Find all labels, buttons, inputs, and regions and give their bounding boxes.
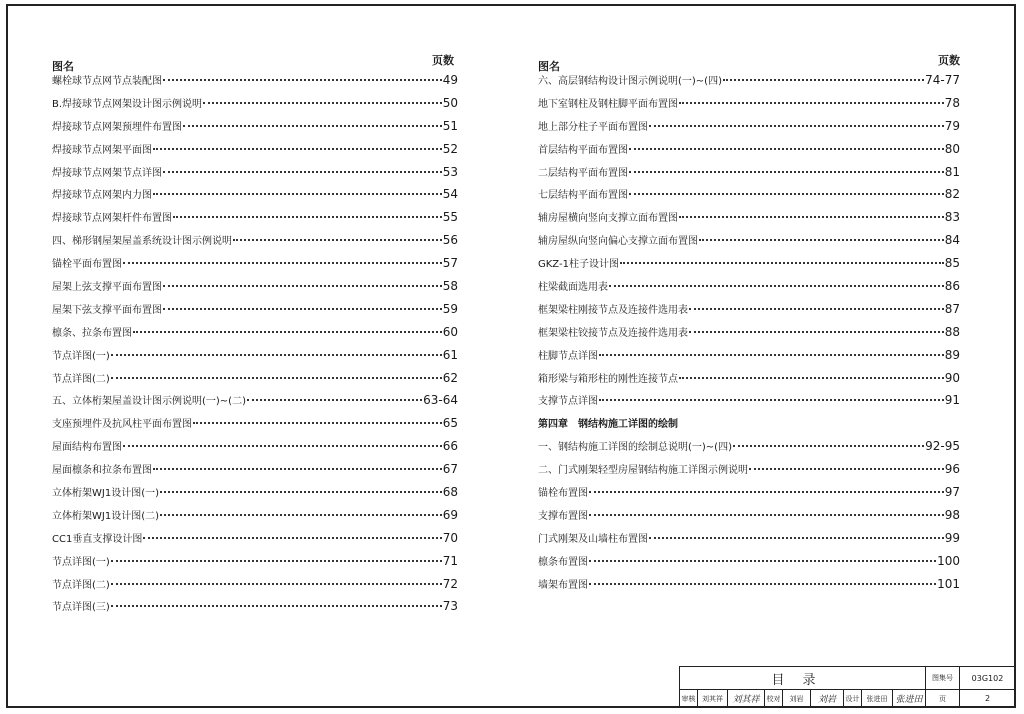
dot-leader <box>749 468 944 470</box>
toc-entry <box>52 324 458 347</box>
toc-entry-page: 97 <box>944 485 960 500</box>
toc-entry-title: 焊接球节点网架预埋件布置图 <box>52 121 182 133</box>
toc-entry-title: 支撑节点详图 <box>538 396 598 408</box>
toc-left-header <box>52 50 458 72</box>
toc-entry-title: 七层结构平面布置图 <box>538 190 628 202</box>
dot-leader <box>679 216 944 218</box>
toc-entry <box>52 415 458 438</box>
toc-entry-page: 51 <box>442 118 458 133</box>
dot-leader <box>163 308 442 310</box>
toc-entry-title: 支座预埋件及抗风柱平面布置图 <box>52 419 192 431</box>
toc-entry <box>538 507 960 530</box>
dot-leader <box>620 262 944 264</box>
toc-entry <box>538 461 960 484</box>
toc-entry-page: 100 <box>937 553 960 568</box>
toc-entry-page: 78 <box>944 95 960 110</box>
toc-entry-title: 首层结构平面布置图 <box>538 144 628 156</box>
toc-entry-page: 70 <box>442 530 458 545</box>
toc-entry <box>52 301 458 324</box>
toc-entry-title: 六、高层钢结构设计图示例说明(一)~(四) <box>538 76 722 87</box>
toc-entry-title: 门式刚架及山墙柱布置图 <box>538 533 648 545</box>
dot-leader <box>733 445 924 447</box>
dot-leader <box>589 583 936 585</box>
toc-entry-title: 檩条、拉条布置图 <box>52 327 132 339</box>
proof-signature: 刘岩 <box>810 689 844 708</box>
toc-entry <box>538 530 960 553</box>
toc-entry <box>538 553 960 576</box>
toc-entry-page: 91 <box>944 393 960 408</box>
toc-entry-page: 69 <box>442 507 458 522</box>
toc-entry-title: 节点详图(一) <box>52 350 110 362</box>
toc-entry-title: 屋面结构布置图 <box>52 442 122 454</box>
toc-entry-page: 85 <box>944 256 960 271</box>
toc-entry <box>52 461 458 484</box>
toc-entry <box>52 141 458 164</box>
toc-entry <box>52 392 458 415</box>
toc-entry-title: 墙架布置图 <box>538 579 588 591</box>
design-signature: 张进田 <box>892 689 926 708</box>
toc-entry-page: 59 <box>442 301 458 316</box>
toc-entry <box>52 370 458 393</box>
toc-entry <box>52 232 458 255</box>
toc-entry <box>52 278 458 301</box>
dot-leader <box>143 537 441 539</box>
toc-entry-title: 节点详图(一) <box>52 556 110 568</box>
toc-entry-page: 62 <box>442 370 458 385</box>
toc-right-column <box>538 50 960 598</box>
toc-entry-title: 屋架下弦支撑平面布置图 <box>52 304 162 316</box>
toc-entry-title: 框架梁柱刚接节点及连接件选用表 <box>538 304 688 316</box>
toc-entry <box>52 209 458 232</box>
dot-leader <box>629 148 944 150</box>
toc-entry-page: 60 <box>442 324 458 339</box>
dot-leader <box>247 399 422 401</box>
toc-entry-page: 53 <box>442 164 458 179</box>
toc-entry-title: GKZ-1柱子设计图 <box>538 259 619 271</box>
dot-leader <box>203 102 442 104</box>
dot-leader <box>689 308 944 310</box>
check-signature: 刘其祥 <box>727 689 765 708</box>
toc-entry-page: 92-95 <box>925 439 960 454</box>
toc-entry <box>538 301 960 324</box>
toc-entry <box>538 209 960 232</box>
title-block-title: 目录 <box>679 666 926 690</box>
toc-entry <box>538 141 960 164</box>
toc-entry-title: 二、门式刚架轻型房屋钢结构施工详图示例说明 <box>538 465 748 477</box>
toc-entry <box>538 232 960 255</box>
toc-entry-page: 87 <box>944 301 960 316</box>
dot-leader <box>193 422 442 424</box>
toc-entry-page: 98 <box>944 507 960 522</box>
dot-leader <box>649 125 944 127</box>
toc-entry-title: 檩条布置图 <box>538 556 588 568</box>
toc-entry <box>52 72 458 95</box>
dot-leader <box>173 216 442 218</box>
toc-entry-page: 96 <box>944 462 960 477</box>
toc-entry-page: 58 <box>442 279 458 294</box>
toc-entry <box>538 347 960 370</box>
dot-leader <box>599 399 944 401</box>
dot-leader <box>160 491 442 493</box>
toc-entry-title: CC1垂直支撑设计图 <box>52 533 143 545</box>
toc-entry-page: 57 <box>442 256 458 271</box>
toc-entry <box>52 507 458 530</box>
toc-entry-page: 83 <box>944 210 960 225</box>
toc-entry-page: 72 <box>442 576 458 591</box>
toc-entry-title: 辅房屋纵向竖向偏心支撑立面布置图 <box>538 236 698 248</box>
dot-leader <box>723 79 924 81</box>
toc-entry <box>538 95 960 118</box>
dot-leader <box>629 171 944 173</box>
toc-entry-page: 82 <box>944 187 960 202</box>
dot-leader <box>163 171 442 173</box>
toc-entry <box>52 598 458 621</box>
toc-entry-title: 地下室钢柱及钢柱脚平面布置图 <box>538 98 678 110</box>
toc-entry <box>52 553 458 576</box>
dot-leader <box>589 491 944 493</box>
toc-entry <box>538 484 960 507</box>
toc-entry-page: 63-64 <box>423 393 458 408</box>
toc-entry-title: 一、钢结构施工详图的绘制总说明(一)~(四) <box>538 442 732 454</box>
dot-leader <box>609 285 944 287</box>
toc-entry-page: 55 <box>442 210 458 225</box>
toc-entry-page: 68 <box>442 485 458 500</box>
dot-leader <box>111 560 442 562</box>
toc-entry <box>538 438 960 461</box>
dot-leader <box>111 583 442 585</box>
toc-entry <box>538 415 960 438</box>
toc-entry-page: 50 <box>442 95 458 110</box>
toc-entry <box>538 370 960 393</box>
toc-entry-title: 第四章 钢结构施工详图的绘制 <box>538 419 678 431</box>
atlas-number: 03G102 <box>959 666 1016 690</box>
toc-entry <box>52 186 458 209</box>
design-name: 张进田 <box>861 689 893 708</box>
toc-entry-title: 框架梁柱铰接节点及连接件选用表 <box>538 327 688 339</box>
toc-entry-page: 56 <box>442 233 458 248</box>
toc-entry-page: 67 <box>442 462 458 477</box>
toc-entry-page: 66 <box>442 439 458 454</box>
toc-entry-page: 52 <box>442 141 458 156</box>
toc-entry <box>538 324 960 347</box>
dot-leader <box>153 148 442 150</box>
toc-entry-title: 锚栓平面布置图 <box>52 259 122 271</box>
dot-leader <box>123 445 442 447</box>
title-block <box>679 666 1016 708</box>
toc-entry-title: 箱形梁与箱形柱的刚性连接节点 <box>538 373 678 385</box>
toc-entry-title: 锚栓布置图 <box>538 488 588 500</box>
toc-entry-title: B.焊接球节点网架设计图示例说明 <box>52 98 203 110</box>
dot-leader <box>679 377 944 379</box>
page-column-label: 页数 <box>432 54 454 67</box>
dot-leader <box>111 354 442 356</box>
toc-entry-title: 螺栓球节点网节点装配图 <box>52 76 162 87</box>
toc-entry-title: 焊接球节点网架内力图 <box>52 190 152 202</box>
dot-leader <box>589 514 944 516</box>
toc-entry-page: 54 <box>442 187 458 202</box>
toc-entry <box>52 255 458 278</box>
toc-entry-page: 81 <box>944 164 960 179</box>
check-name: 刘其祥 <box>697 689 728 708</box>
toc-entry <box>538 72 960 95</box>
toc-entry-title: 柱脚节点详图 <box>538 350 598 362</box>
toc-right-header <box>538 50 960 72</box>
dot-leader <box>233 239 442 241</box>
dot-leader <box>679 102 944 104</box>
toc-entry-page: 65 <box>442 416 458 431</box>
toc-entry-page: 79 <box>944 118 960 133</box>
dot-leader <box>689 331 944 333</box>
dot-leader <box>133 331 442 333</box>
toc-entry-page: 61 <box>442 347 458 362</box>
toc-entry-title: 焊接球节点网架平面图 <box>52 144 152 156</box>
toc-entry-page: 88 <box>944 324 960 339</box>
dot-leader <box>111 605 442 607</box>
toc-entry <box>52 530 458 553</box>
dot-leader <box>163 285 442 287</box>
toc-entry-title: 支撑布置图 <box>538 510 588 522</box>
toc-entry <box>538 164 960 187</box>
dot-leader <box>183 125 442 127</box>
page-number: 2 <box>959 689 1016 708</box>
page-label: 页 <box>925 689 960 708</box>
design-label: 设计 <box>843 689 862 708</box>
toc-entry-page: 99 <box>944 530 960 545</box>
toc-entry-page: 74-77 <box>925 73 960 87</box>
toc-entry <box>538 186 960 209</box>
dot-leader <box>649 537 944 539</box>
toc-entry-title: 二层结构平面布置图 <box>538 167 628 179</box>
proof-name: 刘岩 <box>782 689 811 708</box>
title-column-label: 图名 <box>538 60 560 73</box>
toc-entry <box>538 576 960 599</box>
dot-leader <box>153 468 442 470</box>
atlas-number-label: 图集号 <box>925 666 960 690</box>
toc-entry-title: 屋架上弦支撑平面布置图 <box>52 282 162 294</box>
dot-leader <box>123 262 442 264</box>
toc-entry-title: 焊接球节点网架杆件布置图 <box>52 213 172 225</box>
dot-leader <box>629 193 944 195</box>
toc-entry <box>52 484 458 507</box>
toc-entry-title: 焊接球节点网架节点详图 <box>52 167 162 179</box>
toc-entry-page: 90 <box>944 370 960 385</box>
proof-label: 校对 <box>764 689 783 708</box>
toc-entry-title: 地上部分柱子平面布置图 <box>538 121 648 133</box>
toc-entry-page: 49 <box>442 73 458 87</box>
toc-left-column <box>52 50 458 621</box>
toc-entry <box>538 118 960 141</box>
toc-entry <box>538 255 960 278</box>
dot-leader <box>111 377 442 379</box>
toc-entry-page: 89 <box>944 347 960 362</box>
toc-entry-page: 80 <box>944 141 960 156</box>
toc-entry-title: 立体桁架WJ1设计图(二) <box>52 510 160 522</box>
toc-entry-title: 四、梯形钢屋架屋盖系统设计图示例说明 <box>52 236 232 248</box>
toc-entry <box>538 392 960 415</box>
dot-leader <box>699 239 944 241</box>
toc-entry-title: 节点详图(三) <box>52 602 110 614</box>
toc-entry-title: 五、立体桁架屋盖设计图示例说明(一)~(二) <box>52 396 246 408</box>
toc-entry <box>538 278 960 301</box>
toc-entry-page: 84 <box>944 233 960 248</box>
dot-leader <box>160 514 442 516</box>
toc-entry <box>52 576 458 599</box>
toc-entry <box>52 118 458 141</box>
toc-entry-page: 71 <box>442 553 458 568</box>
toc-entry-title: 辅房屋横向竖向支撑立面布置图 <box>538 213 678 225</box>
toc-entry-title: 节点详图(二) <box>52 579 110 591</box>
title-column-label: 图名 <box>52 60 74 73</box>
toc-entry-title: 屋面檩条和拉条布置图 <box>52 465 152 477</box>
check-label: 审核 <box>679 689 698 708</box>
dot-leader <box>599 354 944 356</box>
toc-entry <box>52 347 458 370</box>
toc-entry-page: 101 <box>937 576 960 591</box>
toc-entry-title: 柱梁截面选用表 <box>538 282 608 294</box>
dot-leader <box>163 79 442 81</box>
toc-entry-title: 立体桁架WJ1设计图(一) <box>52 488 160 500</box>
toc-entry-title: 节点详图(二) <box>52 373 110 385</box>
toc-entry <box>52 95 458 118</box>
toc-left-list <box>52 72 458 621</box>
toc-right-list <box>538 72 960 598</box>
dot-leader <box>153 193 442 195</box>
toc-entry-page: 86 <box>944 279 960 294</box>
toc-entry <box>52 164 458 187</box>
toc-entry-page: 73 <box>442 599 458 614</box>
page-column-label: 页数 <box>938 54 960 67</box>
toc-entry <box>52 438 458 461</box>
dot-leader <box>589 560 936 562</box>
